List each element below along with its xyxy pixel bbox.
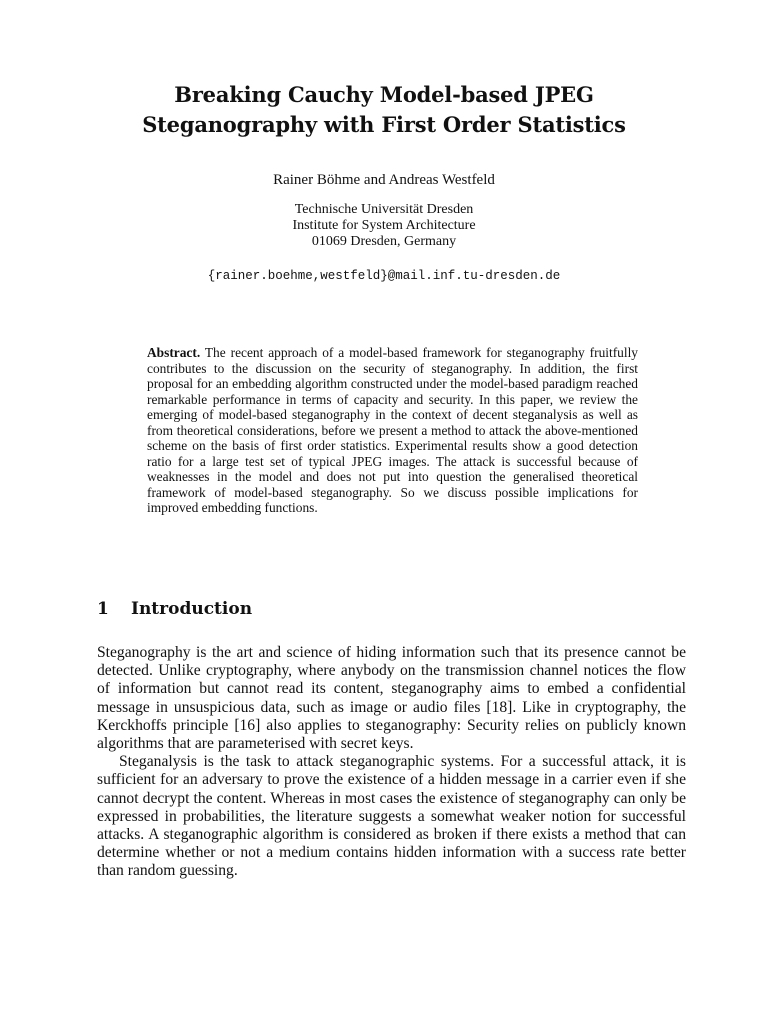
affiliation-line-3: 01069 Dresden, Germany xyxy=(311,234,457,249)
title-line-1: Breaking Cauchy Model-based JPEG xyxy=(174,82,594,107)
affiliation xyxy=(0,202,768,250)
author-list: Rainer Böhme and Andreas Westfeld xyxy=(273,172,495,188)
section-number: 1 xyxy=(97,599,109,619)
affiliation-line-2: Institute for System Architecture xyxy=(292,218,476,233)
abstract-text: The recent approach of a model-based framework for steganography fruitfully contributes to the discussion on the security of steganography. In addition, the first proposal for an embedding algorithm constructed under the model-based paradigm reached remarkable performance in terms of capacity and security. In this paper, we review the emerging of model-based steganography in the context of decent steganalysis as well as from theoretical considerations, before we present a method to attack the above-mentioned scheme on the basis of first order statistics. Experimental results show a good detection ratio for a large test set of typical JPEG images. The attack is successful because of weaknesses in the model and does not put into question the generalised theoretical framework of model-based steganography. So we discuss possible implications for improved embedding functions. xyxy=(147,345,639,515)
abstract xyxy=(147,345,638,516)
author-email: {rainer.boehme,westfeld}@mail.inf.tu-dresden.de xyxy=(207,269,561,283)
body-text xyxy=(97,644,686,881)
paragraph: Steganography is the art and science of hiding information such that its presence cannot be detected. Unlike cryptography, where anybody on the transmission channel notices the flow of information but cannot read its content, steganography aims to embed a confidential message in unsuspicious data, such as image or audio files [18]. Like in cryptography, the Kerckhoffs principle [16] also applies to steganography: Security relies on publicly known algorithms that are parameterised with secret keys. xyxy=(97,644,686,753)
abstract-label: Abstract. xyxy=(147,345,201,360)
paper-title xyxy=(0,80,768,140)
section-title: Introduction xyxy=(131,599,253,619)
paragraph: Steganalysis is the task to attack steganographic systems. For a successful attack, it is sufficient for an adversary to prove the existence of a hidden message in a carrier even if she cannot decrypt the content. Whereas in most cases the existence of steganography can only be expressed in probabilities, the literature suggests a somewhat weaker notion for successful attacks. A steganographic algorithm is considered as broken if there exists a method that can determine whether or not a medium contains hidden information with a success rate better than random guessing. xyxy=(97,753,686,880)
affiliation-line-1: Technische Universität Dresden xyxy=(294,202,474,217)
title-line-2: Steganography with First Order Statistics xyxy=(142,112,626,137)
section-heading xyxy=(97,598,697,620)
